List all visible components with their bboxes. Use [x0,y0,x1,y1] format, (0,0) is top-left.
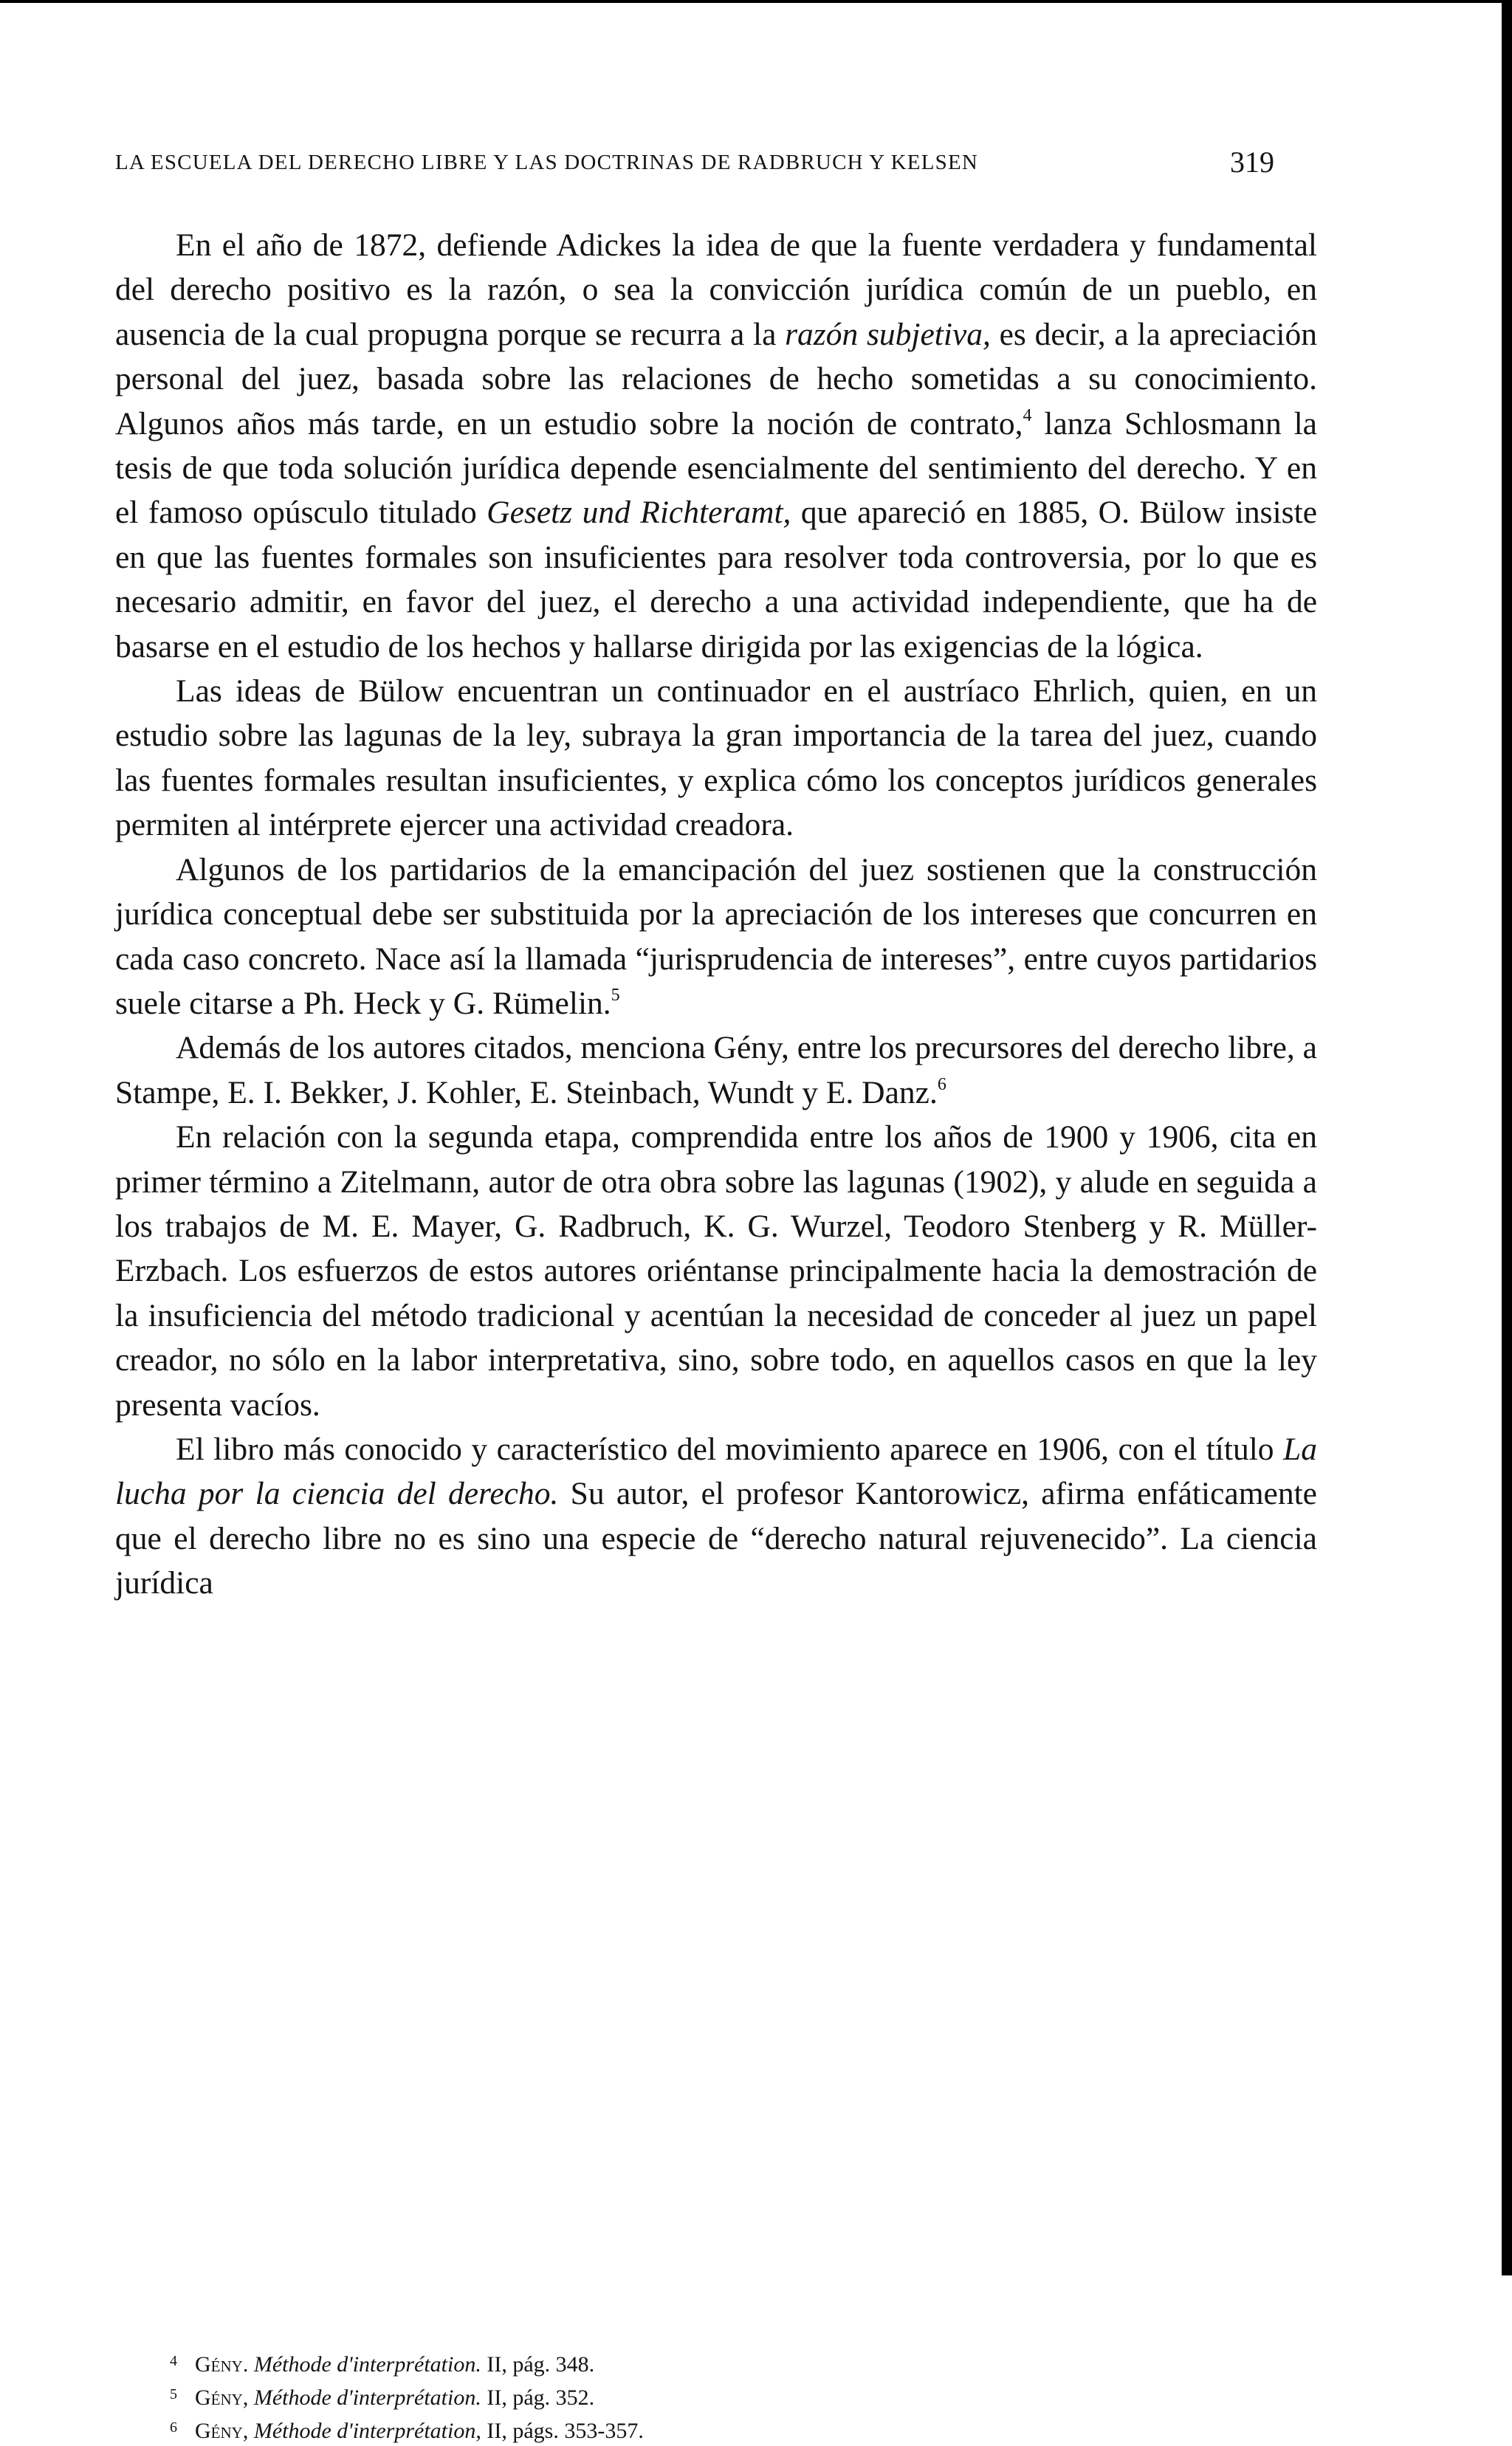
footnote-author: Gény, [195,2419,249,2443]
footnote-reference: II, pág. 348. [481,2352,595,2377]
footnote-mark: 4 [170,2353,177,2369]
page-header [115,145,1274,182]
footnote-reference: II, págs. 353-357. [481,2419,644,2443]
footnote-ref-4: 4 [1023,405,1032,425]
paragraph-4 [115,1026,1317,1115]
footnote-title: Méthode d'interprétation. [253,2385,481,2410]
scan-top-border [0,0,1512,3]
footnote-title: Méthode d'interprétation, [253,2419,481,2443]
main-text [115,223,1317,1606]
footnote-6 [170,2413,1130,2446]
paragraph-4-text: Además de los autores citados, menciona Gény, entre los precursores del derecho libre, a Stampe, E. I. Bekker, J. Kohler, E. Steinbach, Wundt y E. Danz. [115,1030,1317,1110]
scan-right-border [1502,0,1512,2275]
footnote-author: Gény, [195,2385,249,2410]
footnote-title: Méthode d'interprétation. [253,2352,481,2377]
footnote-ref-5: 5 [611,985,620,1005]
footnote-5 [170,2380,1130,2413]
paragraph-2 [115,669,1317,848]
footnote-ref-6: 6 [937,1074,946,1094]
paragraph-1-part-d: que apareció en 1885, O. Bülow insiste en que las fuentes formales son insuficientes para resolver toda controversia, por lo que es necesario admitir, en favor del juez, el derecho a una actividad independiente, que ha de basarse en el estudio de los hechos y hallarse dirigida por las exigencias de la lógica. [115,495,1317,664]
page-number: 319 [1230,145,1274,179]
footnote-reference: II, pág. 352. [481,2385,595,2410]
paragraph-6-part-a: El libro más conocido y característico del movimiento aparece en 1906, con el título [176,1431,1284,1467]
paragraph-1-part-c: lanza Schlosmann la tesis de que toda solución jurídica depende esencialmente del sentimiento del derecho. Y en el famoso opúsculo titulado [115,405,1317,531]
paragraph-6-emphasis: La lucha por la ciencia del derecho. [115,1431,1317,1512]
paragraph-2-text: Las ideas de Bülow encuentran un continuador en el austríaco Ehrlich, quien, en un estudio sobre las lagunas de la ley, subraya la gran importancia de la tarea del juez, cuando las fuentes formales resultan insuficientes, y explica cómo los conceptos jurídicos generales permiten al intérprete ejercer una actividad creadora. [115,673,1317,843]
paragraph-1-emphasis-1: razón subjetiva, [785,316,991,352]
paragraph-1 [115,223,1317,669]
footnotes [170,2346,1130,2446]
paragraph-5-text: En relación con la segunda etapa, comprendida entre los años de 1900 y 1906, cita en primer término a Zitelmann, autor de otra obra sobre las lagunas (1902), y alude en seguida a los trabajos de M. E. Mayer, G. Radbruch, K. G. Wurzel, Teodoro Stenberg y R. Müller-Erzbach. Los esfuerzos de estos autores oriéntanse principalmente hacia la demostración de la insuficiencia del método tradicional y acentúan la necesidad de conceder al juez un papel creador, no sólo en la labor interpretativa, sino, sobre todo, en aquellos casos en que la ley presenta vacíos. [115,1119,1317,1423]
footnote-4 [170,2346,1130,2380]
running-title: LA ESCUELA DEL DERECHO LIBRE Y LAS DOCTRINAS DE RADBRUCH Y KELSEN [115,151,978,174]
paragraph-6-part-b: Su autor, el profesor Kantorowicz, afirma enfáticamente que el derecho libre no es sino una especie de “derecho natural rejuvenecido”. La ciencia jurídica [115,1476,1317,1601]
paragraph-3-text: Algunos de los partidarios de la emancipación del juez sostienen que la construcción jurídica conceptual debe ser substituida por la apreciación de los intereses que concurren en cada caso concreto. Nace así la llamada “jurisprudencia de intereses”, entre cuyos partidarios suele citarse a Ph. Heck y G. Rümelin. [115,851,1317,1021]
paragraph-6 [115,1427,1317,1606]
paragraph-1-part-a: En el año de 1872, defiende Adickes la idea de que la fuente verdadera y fundamental del derecho positivo es la razón, o sea la convicción jurídica común de un pueblo, en ausencia de la cual propugna porque se recurra a la [115,227,1317,352]
footnote-mark: 6 [170,2419,177,2436]
paragraph-3 [115,848,1317,1026]
paragraph-1-part-b: es decir, a la apreciación personal del juez, basada sobre las relaciones de hecho sometidas a su conocimiento. Algunos años más tarde, en un estudio sobre la noción de contrato, [115,316,1317,442]
paragraph-5 [115,1115,1317,1427]
paragraph-1-emphasis-2: Gesetz und Richteramt, [487,495,791,531]
footnote-mark: 5 [170,2386,177,2402]
footnote-author: Gény. [195,2352,249,2377]
